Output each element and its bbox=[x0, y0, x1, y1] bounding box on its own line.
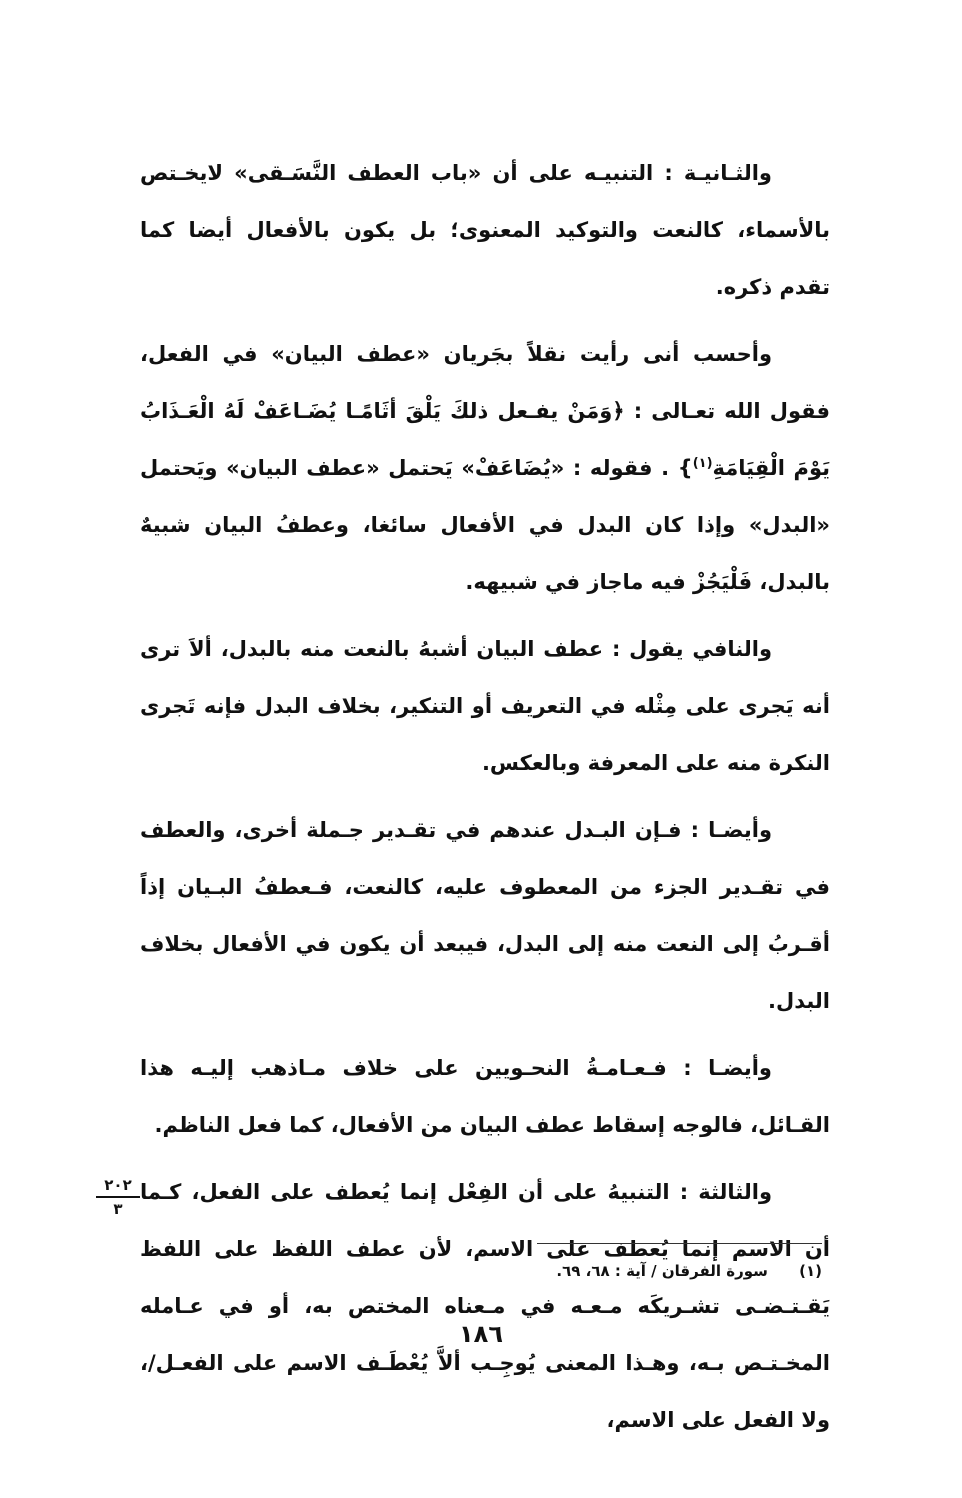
manuscript-folio-note bbox=[96, 1176, 140, 1218]
paragraph-2-part-2: } . فقوله : «يُضَاعَفْ» يَحتمل «عطف البيان» ويَحتمل «البدل» وإذا كان البدل في الأفعال سائغا، وعطفُ البيان شبيهٌ بالبدل، فَلْيَجُزْ فيه ماجاز في شبيهه. bbox=[140, 456, 830, 594]
folio-numerator: ٢٠٢ bbox=[96, 1176, 140, 1198]
paragraph-5: وأيضـا : فـعـامـةُ النحـويين على خلاف مـاذهب إليـه هذا القـائل، فالوجه إسقاط عطف البيان من الأفعال، كما فعل الناظم. bbox=[140, 1056, 830, 1137]
page-number: ١٨٦ bbox=[459, 1320, 503, 1348]
footnote-divider bbox=[537, 1243, 822, 1244]
paragraph-2 bbox=[140, 326, 830, 611]
footnote bbox=[132, 1262, 822, 1280]
paragraph-1: والثـانيـة : التنبيـه على أن «باب العطف النَّسَـقى» لايخـتص بالأسماء، كالنعت والتوكيد المعنوى؛ بل يكون بالأفعال أيضا كما تقدم ذكره. bbox=[140, 161, 830, 299]
paragraph-2-part-1: وأحسب أنى رأيت نقلاً بجَريان «عطف البيان» في الفعل، فقول الله تعـالى : ﴿وَمَنْ يفـعل ذلكَ يَلْقَ أثَامًـا يُضَـاعَفْ لَهُ الْعَـذَابُ يَوْمَ الْقِيَامَةِ bbox=[140, 342, 830, 480]
paragraph-3: والنافي يقول : عطف البيان أشبهُ بالنعت منه بالبدل، ألاَ ترى أنه يَجرى على مِثْله في التعريف أو التنكير، بخلاف البدل فإنه تَجرى النكرة منه على المعرفة وبالعكس. bbox=[140, 637, 830, 775]
footnote-reference: (١) bbox=[692, 456, 713, 471]
footnote-text: سورة الفرقان / آية : ٦٨، ٦٩. bbox=[556, 1262, 768, 1280]
footnote-number: (١) bbox=[799, 1262, 822, 1280]
folio-denominator: ٣ bbox=[113, 1200, 123, 1218]
paragraph-4: وأيضـا : فـإن البـدل عندهم في تقـدير جـملة أخرى، والعطف في تقـدير الجزء من المعطوف عليه، كالنعت، فـعطفُ البـيان إذاً أقـربُ إلى النعت منه إلى البدل، فيبعد أن يكون في الأفعال بخلاف البدل. bbox=[140, 818, 830, 1013]
paragraph-6: والثالثة : التنبيهُ على أن الفِعْل إنما يُعطف على الفعل، كـما أن الاسم إنما يُعطف على الاسم، لأن عطف اللفظ على اللفظ يَقـتـضـى تشـريكَه مـعـه في مـعناه المختص به، أو في عـامله المخـتـص بـه، وهـذا المعنى يُوجِـب ألاَّ يُعْطَـف الاسم على الفعـل/، ولا الفعل على الاسم، bbox=[140, 1180, 830, 1432]
